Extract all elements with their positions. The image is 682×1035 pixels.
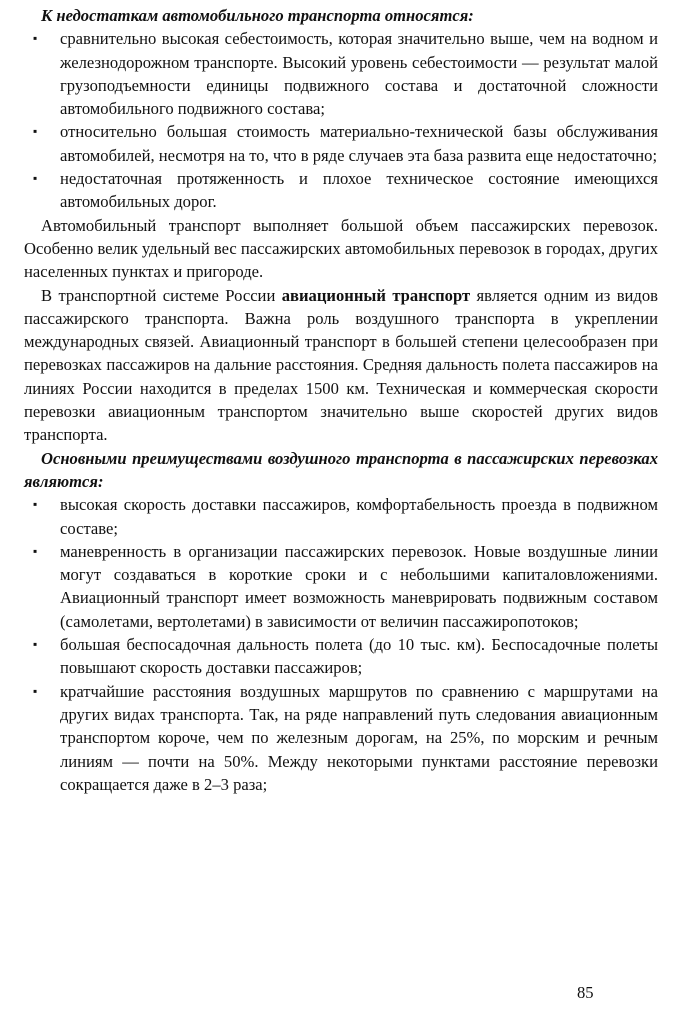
bullet-icon: ▪ — [33, 124, 38, 139]
list-item-text: маневренность в организации пассажирских перевозок. Новые воздушные линии могут создаваться в короткие сроки и с небольшими капиталовложениями. Авиационный транспорт имеет возможность маневрировать подвижным составом (самолетами, вертолетами) в зависимости от величин пассажиропотоков; — [60, 541, 658, 631]
page-number: 85 — [577, 983, 594, 1002]
list-item-text: кратчайшие расстояния воздушных маршрутов по сравнению с маршрутами на других видах транспорта. Так, на ряде направлений путь следования авиационным транспортом короче, чем по железным дорогам, на 25%, по морским и речным линиям — почти на 50%. Между некоторыми пунктами расстояние перевозки сокращается даже в 2–3 раза; — [60, 681, 658, 794]
paragraph-text: является одним из видов пассажирского транспорта. Важна роль воздушного транспорта в укреплении международных связей. Авиационный транспорт в большей степени целесообразен при перевозках пассажиров на дальние расстояния. Средняя дальность полета пассажиров на линиях России находится в пределах 1500 км. Техническая и коммерческая скорости перевозки авиационным транспортом значительно выше скоростей других видов транспорта. — [24, 285, 658, 445]
section-heading-disadvantages: К недостаткам автомобильного транспорта относятся: — [41, 6, 474, 25]
list-item — [24, 633, 658, 680]
bullet-icon: ▪ — [33, 637, 38, 652]
section-heading-advantages: Основными преимуществами воздушного транспорта в пассажирских перевозках являются: — [24, 448, 658, 491]
list-item — [24, 167, 658, 214]
bullet-icon: ▪ — [33, 31, 38, 46]
list-item — [24, 27, 658, 120]
bullet-icon: ▪ — [33, 171, 38, 186]
paragraph-text: В транспортной системе России — [41, 285, 282, 305]
list-item — [24, 540, 658, 633]
list-item-text: высокая скорость доставки пассажиров, комфортабельность проезда в подвижном составе; — [60, 495, 658, 538]
bullet-icon: ▪ — [33, 683, 38, 698]
bullet-icon: ▪ — [33, 543, 38, 558]
paragraph-aviation — [24, 284, 658, 447]
bold-term: авиационный транспорт — [281, 285, 471, 305]
list-item-text: недостаточная протяженность и плохое техническое состояние имеющихся автомобильных дорог. — [60, 169, 658, 212]
page-content — [24, 4, 658, 796]
list-item-text: большая беспосадочная дальность полета (до 10 тыс. км). Беспосадочные полеты повышают скорость доставки пассажиров; — [60, 635, 658, 678]
bullet-icon: ▪ — [33, 497, 38, 512]
list-item-text: относительно большая стоимость материально-технической базы обслуживания автомобилей, несмотря на то, что в ряде случаев эта база развита еще недостаточно; — [60, 122, 658, 165]
list-item-text: сравнительно высокая себестоимость, которая значительно выше, чем на водном и железнодорожном транспорте. Высокий уровень себестоимости — результат малой грузоподъемности единицы подвижного состава и достаточной сложности автомобильного подвижного состава; — [60, 29, 658, 119]
list-item — [24, 120, 658, 167]
advantages-list — [24, 493, 658, 796]
list-item — [24, 680, 658, 796]
paragraph-passenger-road: Автомобильный транспорт выполняет большой объем пассажирских перевозок. Особенно велик удельный вес пассажирских автомобильных перевозок в городах, других населенных пунктах и пригороде. — [24, 215, 658, 282]
list-item — [24, 493, 658, 540]
disadvantages-list — [24, 27, 658, 213]
